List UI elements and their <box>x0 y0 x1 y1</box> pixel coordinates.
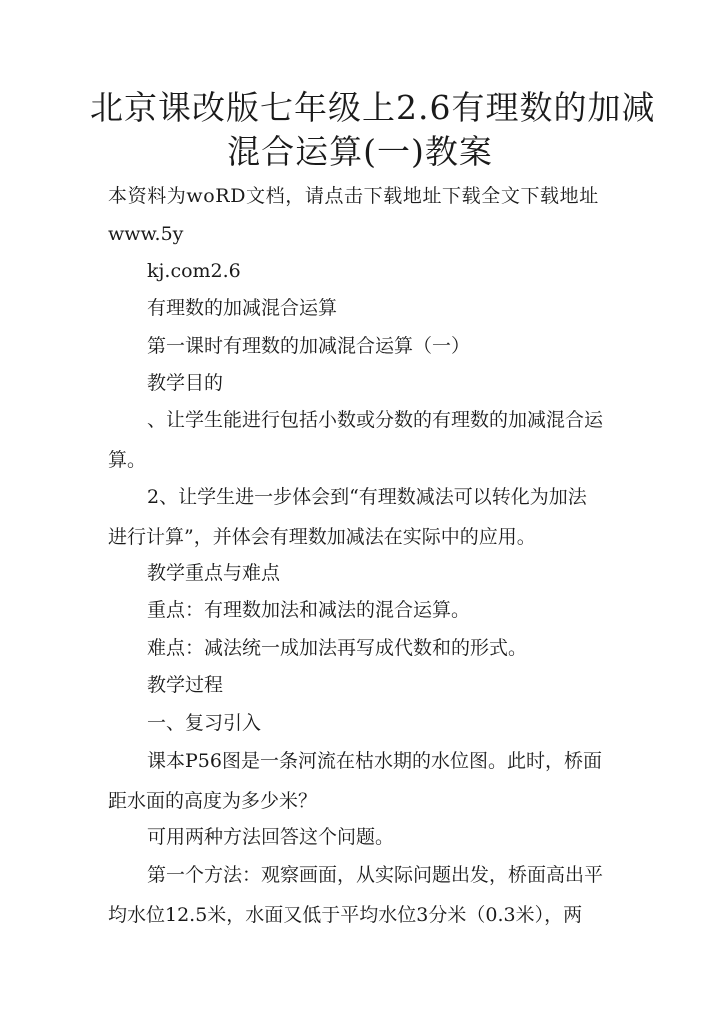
intro-line-1: 本资料为woRD文档，请点击下载地址下载全文下载地址 <box>108 185 599 207</box>
method-1-line-2: 均水位12.5米，水面又低于平均水位3分米（0.3米），两 <box>108 904 583 926</box>
method-1-line-1: 第一个方法：观察画面，从实际问题出发，桥面高出平 <box>147 864 604 886</box>
intro-line-2: www.5y <box>108 223 184 245</box>
paragraph-section: 有理数的加减混合运算 <box>147 297 338 319</box>
paragraph-key-point: 重点：有理数加法和减法的混合运算。 <box>147 599 471 621</box>
title-line-1: 北京课改版七年级上2.6有理数的加减 <box>90 88 656 127</box>
heading-goals: 教学目的 <box>147 372 224 394</box>
paragraph-kj: kj.com2.6 <box>147 260 241 282</box>
heading-key-points: 教学重点与难点 <box>147 562 281 584</box>
paragraph-two-methods: 可用两种方法回答这个问题。 <box>147 826 395 848</box>
goal-2-line-2: 进行计算”，并体会有理数加减法在实际中的应用。 <box>108 526 536 548</box>
textbook-line-2: 距水面的高度为多少米？ <box>108 790 318 812</box>
goal-1-line-1: 、让学生能进行包括小数或分数的有理数的加减混合运 <box>147 409 604 431</box>
paragraph-goal-2 <box>108 477 613 557</box>
paragraph-method-1 <box>108 855 613 935</box>
paragraph-textbook <box>108 741 613 821</box>
document-title <box>90 86 656 174</box>
goal-2-line-1: 2、让学生进一步体会到“有理数减法可以转化为加法 <box>147 486 587 508</box>
title-line-2: 混合运算(一)教案 <box>227 132 493 171</box>
textbook-line-1: 课本P56图是一条河流在枯水期的水位图。此时，桥面 <box>147 750 602 772</box>
paragraph-difficulty: 难点：减法统一成加法再写成代数和的形式。 <box>147 637 528 659</box>
paragraph-goal-1 <box>108 400 613 480</box>
heading-review: 一、复习引入 <box>147 712 262 734</box>
paragraph-lesson: 第一课时有理数的加减混合运算（一） <box>147 335 471 357</box>
goal-1-line-2: 算。 <box>108 449 147 471</box>
heading-process: 教学过程 <box>147 674 224 696</box>
